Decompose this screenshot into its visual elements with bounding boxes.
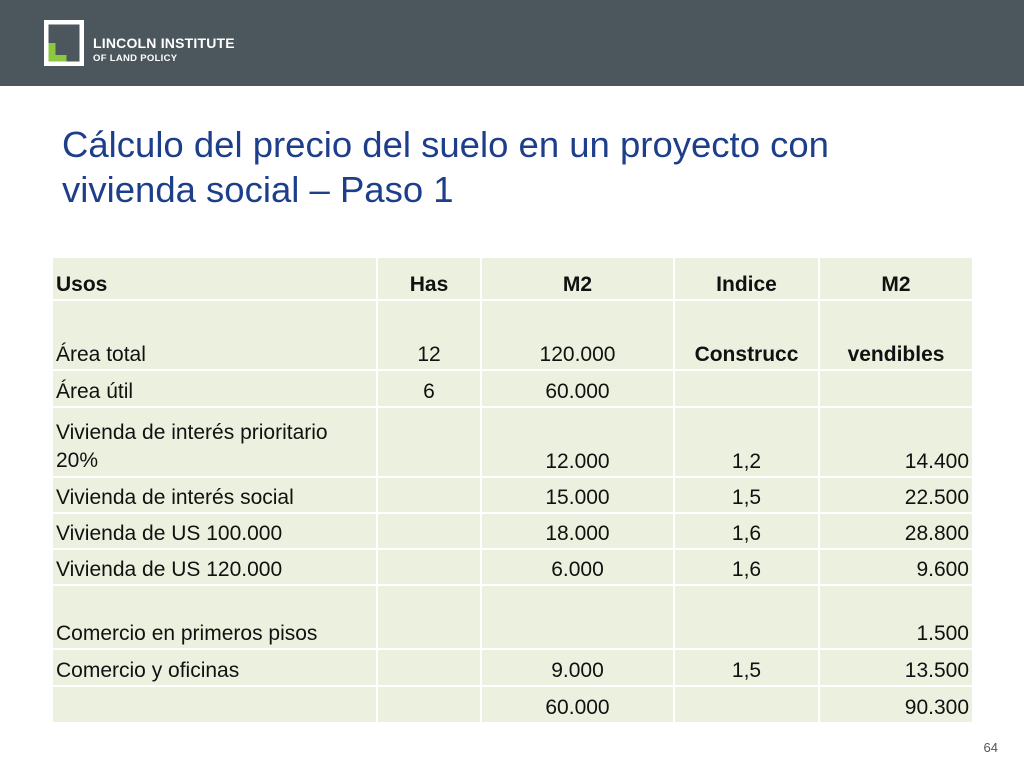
table-cell: Comercio y oficinas	[52, 649, 377, 686]
page-number: 64	[983, 740, 998, 755]
table-total-row	[52, 686, 973, 723]
table-row	[52, 549, 973, 585]
table-cell: Comercio en primeros pisos	[52, 585, 377, 649]
header-cell-indice: Indice	[674, 257, 819, 300]
table-cell: 6.000	[481, 549, 674, 585]
header-cell-usos: Usos	[52, 257, 377, 300]
table-cell	[819, 370, 973, 407]
table-cell	[377, 585, 481, 649]
table-cell: 28.800	[819, 513, 973, 549]
table-cell: 6	[377, 370, 481, 407]
table-cell	[674, 370, 819, 407]
table-cell	[377, 407, 481, 477]
land-price-table	[51, 256, 974, 724]
table-row	[52, 370, 973, 407]
table-cell: vendibles	[819, 300, 973, 370]
table-cell: 1,6	[674, 549, 819, 585]
table-cell	[377, 649, 481, 686]
table-cell: Vivienda de interés prioritario 20%	[52, 407, 377, 477]
table-cell: 60.000	[481, 686, 674, 723]
table-cell: 12	[377, 300, 481, 370]
table-cell: 1,2	[674, 407, 819, 477]
table-cell: 1,6	[674, 513, 819, 549]
logo-wordmark	[93, 36, 235, 64]
logo-line-2: OF LAND POLICY	[93, 53, 178, 64]
table-cell: 12.000	[481, 407, 674, 477]
slide-title: Cálculo del precio del suelo en un proyecto con vivienda social – Paso 1	[62, 124, 829, 210]
table-row	[52, 513, 973, 549]
header-cell-m2: M2	[481, 257, 674, 300]
table-cell	[481, 585, 674, 649]
table-cell: 9.600	[819, 549, 973, 585]
table-row	[52, 649, 973, 686]
table-cell: 120.000	[481, 300, 674, 370]
table-cell: 90.300	[819, 686, 973, 723]
table-cell: Vivienda de US 120.000	[52, 549, 377, 585]
table-cell	[377, 477, 481, 513]
lincoln-l-logo-icon	[44, 20, 84, 66]
table-cell: 60.000	[481, 370, 674, 407]
table-cell	[674, 585, 819, 649]
table-row	[52, 300, 973, 370]
header-cell-m2-vendibles: M2	[819, 257, 973, 300]
table-cell	[377, 513, 481, 549]
table-cell	[377, 549, 481, 585]
table-cell: Vivienda de interés social	[52, 477, 377, 513]
table-row	[52, 407, 973, 477]
table-cell: 22.500	[819, 477, 973, 513]
table-row	[52, 585, 973, 649]
table-cell	[377, 686, 481, 723]
header-bar	[0, 0, 1024, 86]
table-cell: 15.000	[481, 477, 674, 513]
table-cell: 13.500	[819, 649, 973, 686]
table-cell: 1.500	[819, 585, 973, 649]
table-cell	[674, 686, 819, 723]
table-cell: Área total	[52, 300, 377, 370]
table-cell: 1,5	[674, 477, 819, 513]
table-header-row	[52, 257, 973, 300]
logo-line-1: LINCOLN INSTITUTE	[93, 35, 235, 51]
table-cell: Área útil	[52, 370, 377, 407]
table-row	[52, 477, 973, 513]
table-cell: 14.400	[819, 407, 973, 477]
header-cell-has: Has	[377, 257, 481, 300]
table-cell	[52, 686, 377, 723]
table-cell: 1,5	[674, 649, 819, 686]
table-cell: 9.000	[481, 649, 674, 686]
table-cell: Vivienda de US 100.000	[52, 513, 377, 549]
table-cell: Construcc	[674, 300, 819, 370]
table-cell: 18.000	[481, 513, 674, 549]
